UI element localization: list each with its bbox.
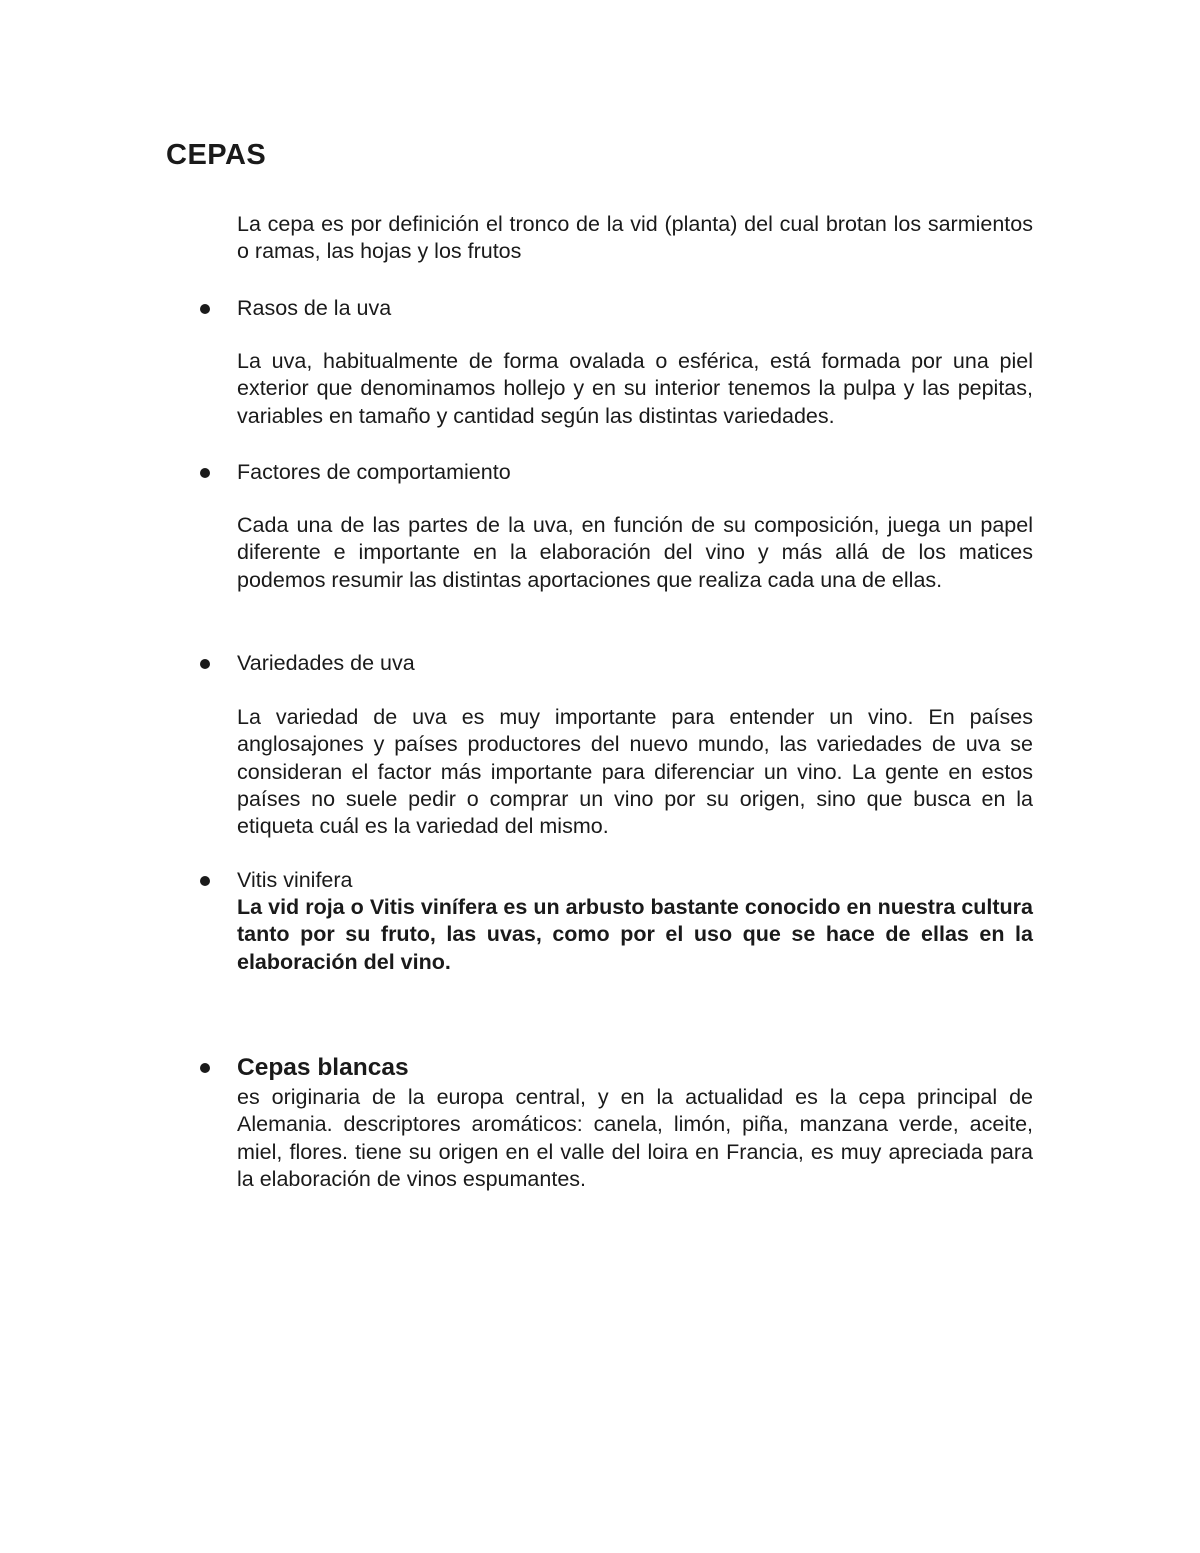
section-paragraph: La uva, habitualmente de forma ovalada o esférica, está formada por una piel exterior que denominamos hollejo y en su interior tenemos la pulpa y las pepitas, variables en tamaño y cantidad según las distintas variedades. <box>237 349 1033 428</box>
bullet-icon <box>200 876 210 886</box>
intro-paragraph: La cepa es por definición el tronco de la vid (planta) del cual brotan los sarmientos o ramas, las hojas y los frutos <box>237 212 1033 264</box>
bullet-heading: Rasos de la uva <box>237 296 392 320</box>
bullet-heading: Variedades de uva <box>237 651 415 675</box>
section-paragraph: es originaria de la europa central, y en la actualidad es la cepa principal de Alemania. descriptores aromáticos: canela, limón, piña, manzana verde, aceite, miel, flores. tiene su origen en el valle del loira en Francia, es muy apreciada para la elaboración de vinos espumantes. <box>237 1085 1033 1191</box>
bullet-heading: Factores de comportamiento <box>237 460 511 484</box>
bullet-icon <box>200 1063 210 1073</box>
bullet-icon <box>200 468 210 478</box>
section-paragraph: La vid roja o Vitis vinífera es un arbusto bastante conocido en nuestra cultura tanto por su fruto, las uvas, como por el uso que se hace de ellas en la elaboración del vino. <box>237 895 1033 974</box>
section-paragraph: La variedad de uva es muy importante para entender un vino. En países anglosajones y países productores del nuevo mundo, las variedades de uva se consideran el factor más importante para diferenciar un vino. La gente en estos países no suele pedir o comprar un vino por su origen, sino que busca en la etiqueta cuál es la variedad del mismo. <box>237 705 1033 839</box>
bullet-icon <box>200 659 210 669</box>
bullet-icon <box>200 304 210 314</box>
bullet-heading: Cepas blancas <box>237 1054 409 1081</box>
bullet-heading: Vitis vinifera <box>237 868 353 892</box>
section-paragraph: Cada una de las partes de la uva, en función de su composición, juega un papel diferente e importante en la elaboración del vino y más allá de los matices podemos resumir las distintas aportaciones que realiza cada una de ellas. <box>237 513 1033 592</box>
document-title: CEPAS <box>166 139 267 171</box>
